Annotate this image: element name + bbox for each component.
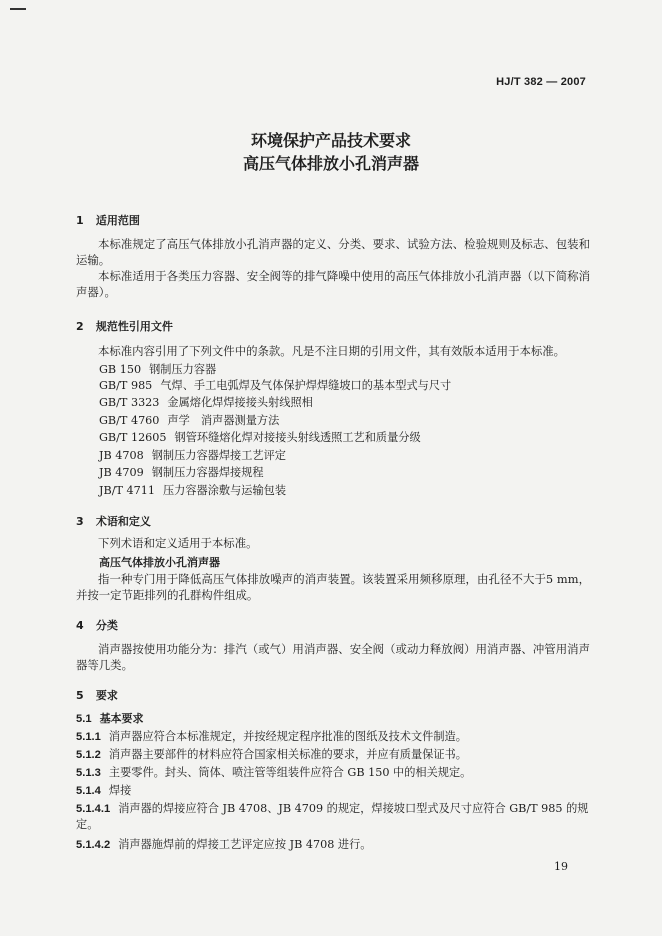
reference-item: GB/T 4760 声学 消声器测量方法 <box>99 414 280 427</box>
section-4-heading: 4 分类 <box>76 619 118 632</box>
standard-code: HJ/T 382 — 2007 <box>496 76 586 88</box>
section-1-paragraph-2: 本标准适用于各类压力容器、安全阀等的排气降噪中使用的高压气体排放小孔消声器（以下简称消声器）。 <box>76 269 590 299</box>
reference-item: GB/T 3323 金属熔化焊焊接接头射线照相 <box>99 396 313 409</box>
section-3-heading: 3 术语和定义 <box>76 515 151 528</box>
reference-item: GB/T 985 气焊、手工电弧焊及气体保护焊焊缝坡口的基本型式与尺寸 <box>99 379 452 392</box>
corner-mark <box>10 8 26 10</box>
reference-item: JB 4709 钢制压力容器焊接规程 <box>99 466 264 479</box>
section-1-heading: 1 适用范围 <box>76 214 140 227</box>
term-title: 高压气体排放小孔消声器 <box>99 556 220 569</box>
clause-5-1-4: 5.1.4 焊接 <box>76 784 132 797</box>
document-title-line2: 高压气体排放小孔消声器 <box>242 154 419 173</box>
section-4-body: 消声器按使用功能分为：排汽（或气）用消声器、安全阀（或动力释放阀）用消声器、冲管用消声器等几类。 <box>76 642 590 672</box>
section-2-heading: 2 规范性引用文件 <box>76 320 173 333</box>
reference-item: GB 150 钢制压力容器 <box>99 363 217 376</box>
section-3-intro: 下列术语和定义适用于本标准。 <box>98 536 258 550</box>
term-definition: 指一种专门用于降低高压气体排放噪声的消声装置。该装置采用频移原理，由孔径不大于5 mm，并按一定节距排列的孔群构件组成。 <box>76 572 590 602</box>
page-number: 19 <box>554 860 568 873</box>
clause-5-1-2: 5.1.2 消声器主要部件的材料应符合国家相关标准的要求，并应有质量保证书。 <box>76 748 467 761</box>
document-title-line1: 环境保护产品技术要求 <box>250 131 411 150</box>
section-2-intro: 本标准内容引用了下列文件中的条款。凡是不注日期的引用文件，其有效版本适用于本标准。 <box>98 344 566 358</box>
section-1-paragraph-1: 本标准规定了高压气体排放小孔消声器的定义、分类、要求、试验方法、检验规则及标志、包装和运输。 <box>76 237 590 267</box>
clause-5-1-4-2: 5.1.4.2 消声器施焊前的焊接工艺评定应按 JB 4708 进行。 <box>76 838 372 851</box>
clause-5-1-4-1: 5.1.4.1 消声器的焊接应符合 JB 4708、JB 4709 的规定，焊接坡口型式及尺寸应符合 GB/T 985 的规定。 <box>76 802 589 831</box>
clause-5-1-1: 5.1.1 消声器应符合本标准规定，并按经规定程序批准的图纸及技术文件制造。 <box>76 730 467 743</box>
clause-5-1-3: 5.1.3 主要零件。封头、筒体、喷注管等组装件应符合 GB 150 中的相关规定。 <box>76 766 472 779</box>
section-1-body <box>76 236 590 300</box>
reference-item: GB/T 12605 钢管环缝熔化焊对接接头射线透照工艺和质量分级 <box>99 431 421 444</box>
section-5-heading: 5 要求 <box>76 689 118 702</box>
clause-5-1: 5.1 基本要求 <box>76 712 144 725</box>
reference-item: JB 4708 钢制压力容器焊接工艺评定 <box>99 449 286 462</box>
reference-item: JB/T 4711 压力容器涂敷与运输包装 <box>99 484 287 497</box>
